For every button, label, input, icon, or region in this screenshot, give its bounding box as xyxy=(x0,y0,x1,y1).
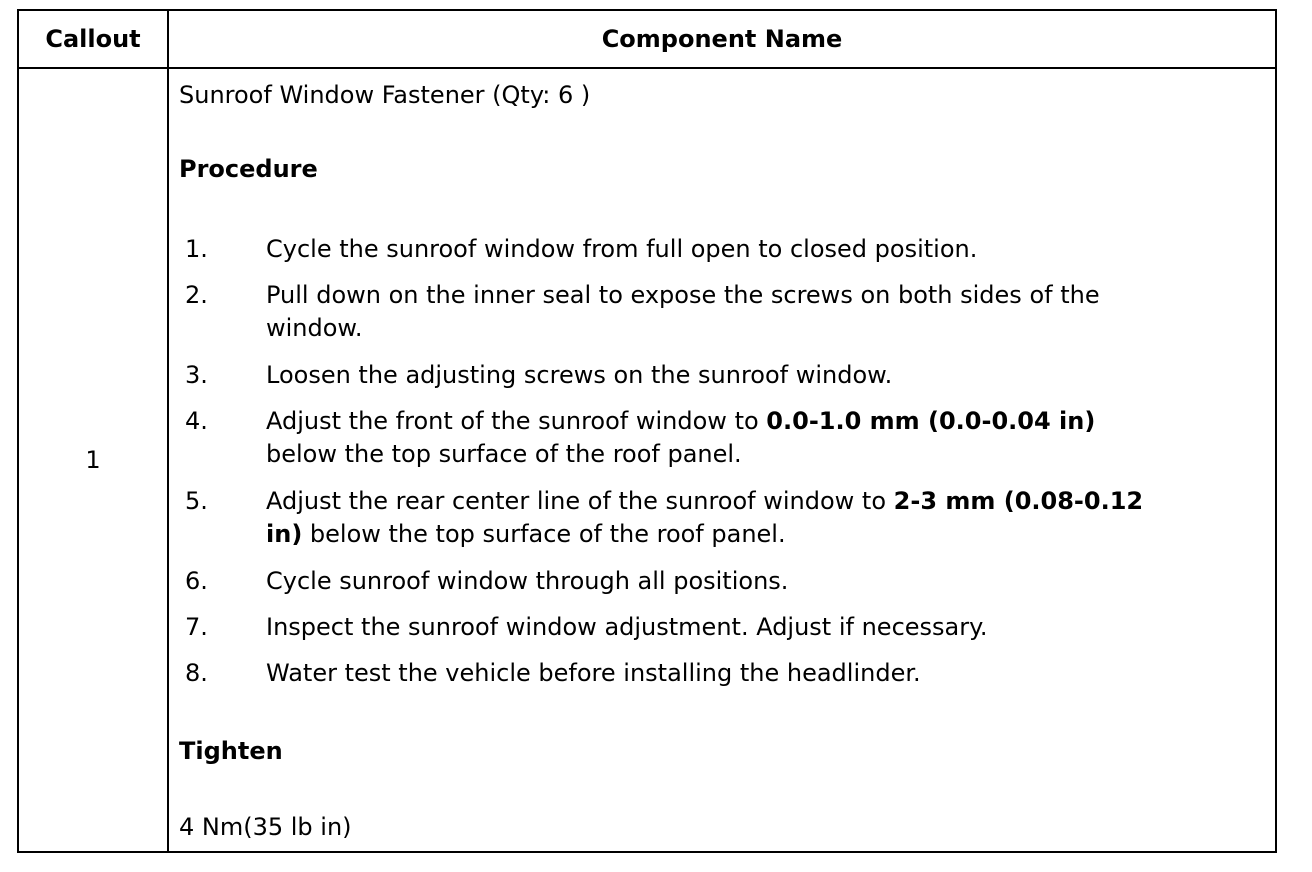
step-number: 2. xyxy=(185,281,208,309)
step-text: Adjust the rear center line of the sunroof window to 2-3 mm (0.08-0.12 in) below the top surface of the roof panel. xyxy=(266,487,1144,548)
table-row xyxy=(18,68,1276,852)
step-text: Inspect the sunroof window adjustment. Adjust if necessary. xyxy=(266,613,988,641)
step-number: 5. xyxy=(185,487,208,515)
callout-number: 1 xyxy=(18,68,168,852)
step-text: Cycle the sunroof window from full open to closed position. xyxy=(266,235,978,263)
step-number: 8. xyxy=(185,659,208,687)
step-number: 1. xyxy=(185,235,208,263)
component-name: Sunroof Window Fastener (Qty: 6 ) xyxy=(179,81,591,109)
step-text: Adjust the front of the sunroof window to 0.0-1.0 mm (0.0-0.04 in) below the top surface of the roof panel. xyxy=(266,407,1096,468)
header-row xyxy=(18,10,1276,68)
torque-value: 4 Nm(35 lb in) xyxy=(179,813,352,841)
step-text: Pull down on the inner seal to expose the screws on both sides of the window. xyxy=(266,281,1100,342)
tighten-heading: Tighten xyxy=(179,737,283,765)
callout-header: Callout xyxy=(18,10,168,68)
step-number: 7. xyxy=(185,613,208,641)
step-text: Loosen the adjusting screws on the sunroof window. xyxy=(266,361,893,389)
step-text: Water test the vehicle before installing the headlinder. xyxy=(266,659,921,687)
step-number: 3. xyxy=(185,361,208,389)
step-number: 4. xyxy=(185,407,208,435)
component-cell xyxy=(168,68,1276,852)
step-number: 6. xyxy=(185,567,208,595)
procedure-heading: Procedure xyxy=(179,155,318,183)
component-table xyxy=(17,9,1277,853)
step-text: Cycle sunroof window through all positions. xyxy=(266,567,789,595)
component-name-header: Component Name xyxy=(168,10,1276,68)
